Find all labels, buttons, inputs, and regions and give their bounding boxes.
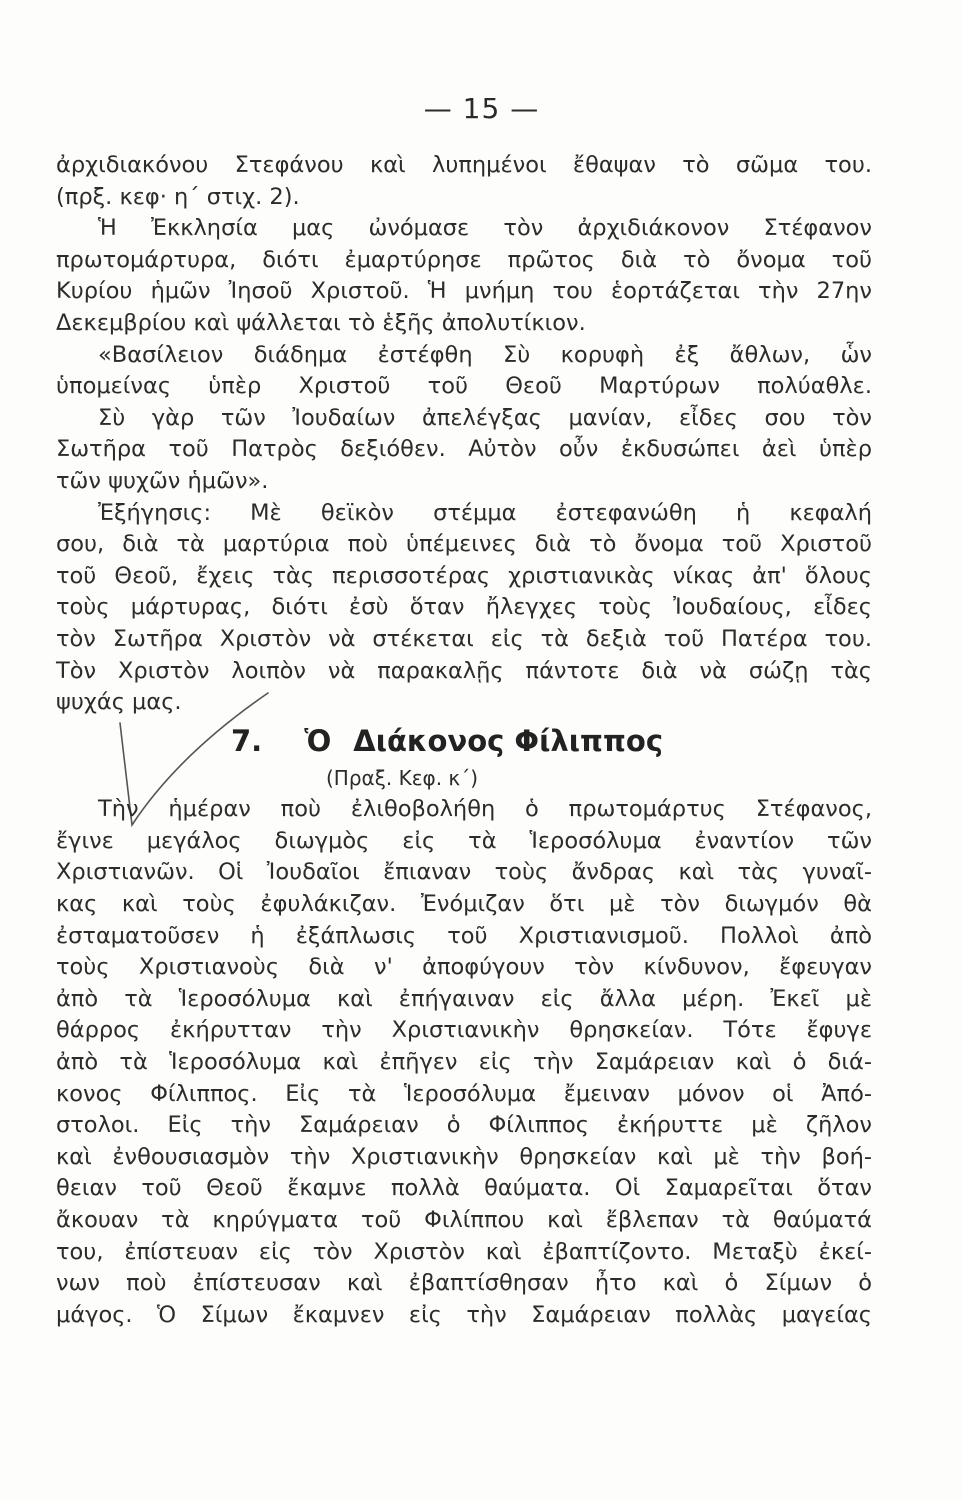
explanation-line: Τὸν Χριστὸν λοιπὸν νὰ παρακαλῇς πάντοτε διὰ νὰ σώζῃ τὰς bbox=[56, 657, 872, 684]
text-line: ἀπὸ τὰ Ἱεροσόλυμα καὶ ἐπήγαιναν εἰς ἄλλα μέρη. Ἐκεῖ μὲ bbox=[56, 985, 872, 1012]
section-heading bbox=[56, 719, 872, 763]
text-line: ἄκουαν τὰ κηρύγματα τοῦ Φιλίππου καὶ ἔβλεπαν τὰ θαύματά bbox=[56, 1207, 872, 1233]
page-number: — 15 — bbox=[423, 92, 540, 125]
text-line: τοὺς Χριστιανοὺς διὰ ν' ἀποφύγουν τὸν κίνδυνον, ἔφευγαν bbox=[56, 954, 872, 981]
text-line: καὶ ἐνθουσιασμὸν τὴν Χριστιανικὴν θρησκείαν καὶ μὲ τὴν βοή- bbox=[56, 1143, 872, 1170]
section-article: Ὁ bbox=[304, 723, 332, 758]
text-line: Τὴν ἡμέραν ποὺ ἐλιθοβολήθη ὁ πρωτομάρτυς Στέφανος, bbox=[98, 796, 872, 823]
explanation-line: τοῦ Θεοῦ, ἔχεις τὰς περισσοτέρας χριστιανικὰς νίκας ἀπ' ὅλους bbox=[56, 562, 872, 589]
explanation-line: σου, διὰ τὰ μαρτύρια ποὺ ὑπέμεινες διὰ τὸ ὄνομα τοῦ Χριστοῦ bbox=[56, 531, 872, 558]
text-line: Χριστιανῶν. Οἱ Ἰουδαῖοι ἔπιαναν τοὺς ἄνδρας καὶ τὰς γυναῖ- bbox=[56, 859, 872, 886]
text-line: ἐσταματοῦσεν ἡ ἐξάπλωσις τοῦ Χριστιανισμοῦ. Πολλοὶ ἀπὸ bbox=[56, 922, 872, 949]
text-line: Κυρίου ἡμῶν Ἰησοῦ Χριστοῦ. Ἡ μνήμη του ἑορτάζεται τὴν 27ην bbox=[56, 278, 872, 305]
text-line: Ἡ Ἐκκλησία μας ὠνόμασε τὸν ἀρχιδιάκονον Στέφανον bbox=[98, 215, 872, 242]
hymn-line: «Βασίλειον διάδημα ἐστέφθη Σὺ κορυφὴ ἐξ ἄθλων, ὧν bbox=[98, 341, 872, 368]
explanation-line: ψυχάς μας. bbox=[56, 689, 182, 716]
text-line: (πρξ. κεφ· η΄ στιχ. 2). bbox=[56, 183, 300, 210]
section-number: 7. bbox=[231, 723, 263, 758]
text-line: νων ποὺ ἐπίστευσαν καὶ ἐβαπτίσθησαν ἦτο καὶ ὁ Σίμων ὁ bbox=[56, 1270, 872, 1297]
text-line: μάγος. Ὁ Σίμων ἔκαμνεν εἰς τὴν Σαμάρειαν πολλὰς μαγείας bbox=[56, 1301, 872, 1328]
text-line: ἀπὸ τὰ Ἱεροσόλυμα καὶ ἐπῆγεν εἰς τὴν Σαμάρειαν καὶ ὁ διά- bbox=[56, 1049, 872, 1076]
hymn-line: ὑπομείνας ὑπὲρ Χριστοῦ τοῦ Θεοῦ Μαρτύρων πολύαθλε. bbox=[56, 373, 872, 400]
hymn-line: Σωτῆρα τοῦ Πατρὸς δεξιόθεν. Αὐτὸν οὖν ἐκδυσώπει ἀεὶ ὑπὲρ bbox=[56, 436, 872, 463]
explanation-line: τὸν Σωτῆρα Χριστὸν νὰ στέκεται εἰς τὰ δεξιὰ τοῦ Πατέρα του. bbox=[56, 625, 872, 652]
text-line: θειαν τοῦ Θεοῦ ἔκαμνε πολλὰ θαύματα. Οἱ Σαμαρεῖται ὅταν bbox=[56, 1175, 872, 1202]
text-line: Δεκεμβρίου καὶ ψάλλεται τὸ ἑξῆς ἀπολυτίκιον. bbox=[56, 309, 586, 336]
hymn-line: τῶν ψυχῶν ἡμῶν». bbox=[56, 467, 269, 494]
section-reference: (Πραξ. Κεφ. κ΄) bbox=[326, 765, 479, 790]
section-title: Διάκονος Φίλιππος bbox=[353, 723, 664, 758]
text-line: κονος Φίλιππος. Εἰς τὰ Ἱεροσόλυμα ἔμειναν μόνον οἱ Ἀπό- bbox=[56, 1080, 872, 1107]
explanation-line: τοὺς μάρτυρας, διότι ἐσὺ ὅταν ἤλεγχες τοὺς Ἰουδαίους, εἶδες bbox=[56, 594, 872, 621]
text-line: ἀρχιδιακόνου Στεφάνου καὶ λυπημένοι ἔθαψαν τὸ σῶμα του. bbox=[56, 152, 872, 178]
text-line: θάρρος ἐκήρυτταν τὴν Χριστιανικὴν θρησκείαν. Τότε ἔφυγε bbox=[56, 1017, 872, 1044]
text-line: του, ἐπίστευαν εἰς τὸν Χριστὸν καὶ ἐβαπτίζοντο. Μεταξὺ ἐκεί- bbox=[56, 1238, 872, 1265]
text-line: στολοι. Εἰς τὴν Σαμάρειαν ὁ Φίλιππος ἐκήρυττε μὲ ζῆλον bbox=[56, 1112, 872, 1139]
text-line: ἔγινε μεγάλος διωγμὸς εἰς τὰ Ἱεροσόλυμα ἐναντίον τῶν bbox=[56, 827, 872, 854]
text-body bbox=[56, 150, 872, 1331]
hymn-line: Σὺ γὰρ τῶν Ἰουδαίων ἀπελέγξας μανίαν, εἶδες σου τὸν bbox=[98, 404, 872, 431]
explanation-line: Ἐξήγησις: Μὲ θεϊκὸν στέμμα ἐστεφανώθη ἡ κεφαλή bbox=[98, 499, 872, 526]
text-line: πρωτομάρτυρα, διότι ἐμαρτύρησε πρῶτος διὰ τὸ ὄνομα τοῦ bbox=[56, 246, 872, 273]
text-line: κας καὶ τοὺς ἐφυλάκιζαν. Ἐνόμιζαν ὅτι μὲ τὸν διωγμόν θὰ bbox=[56, 891, 872, 918]
